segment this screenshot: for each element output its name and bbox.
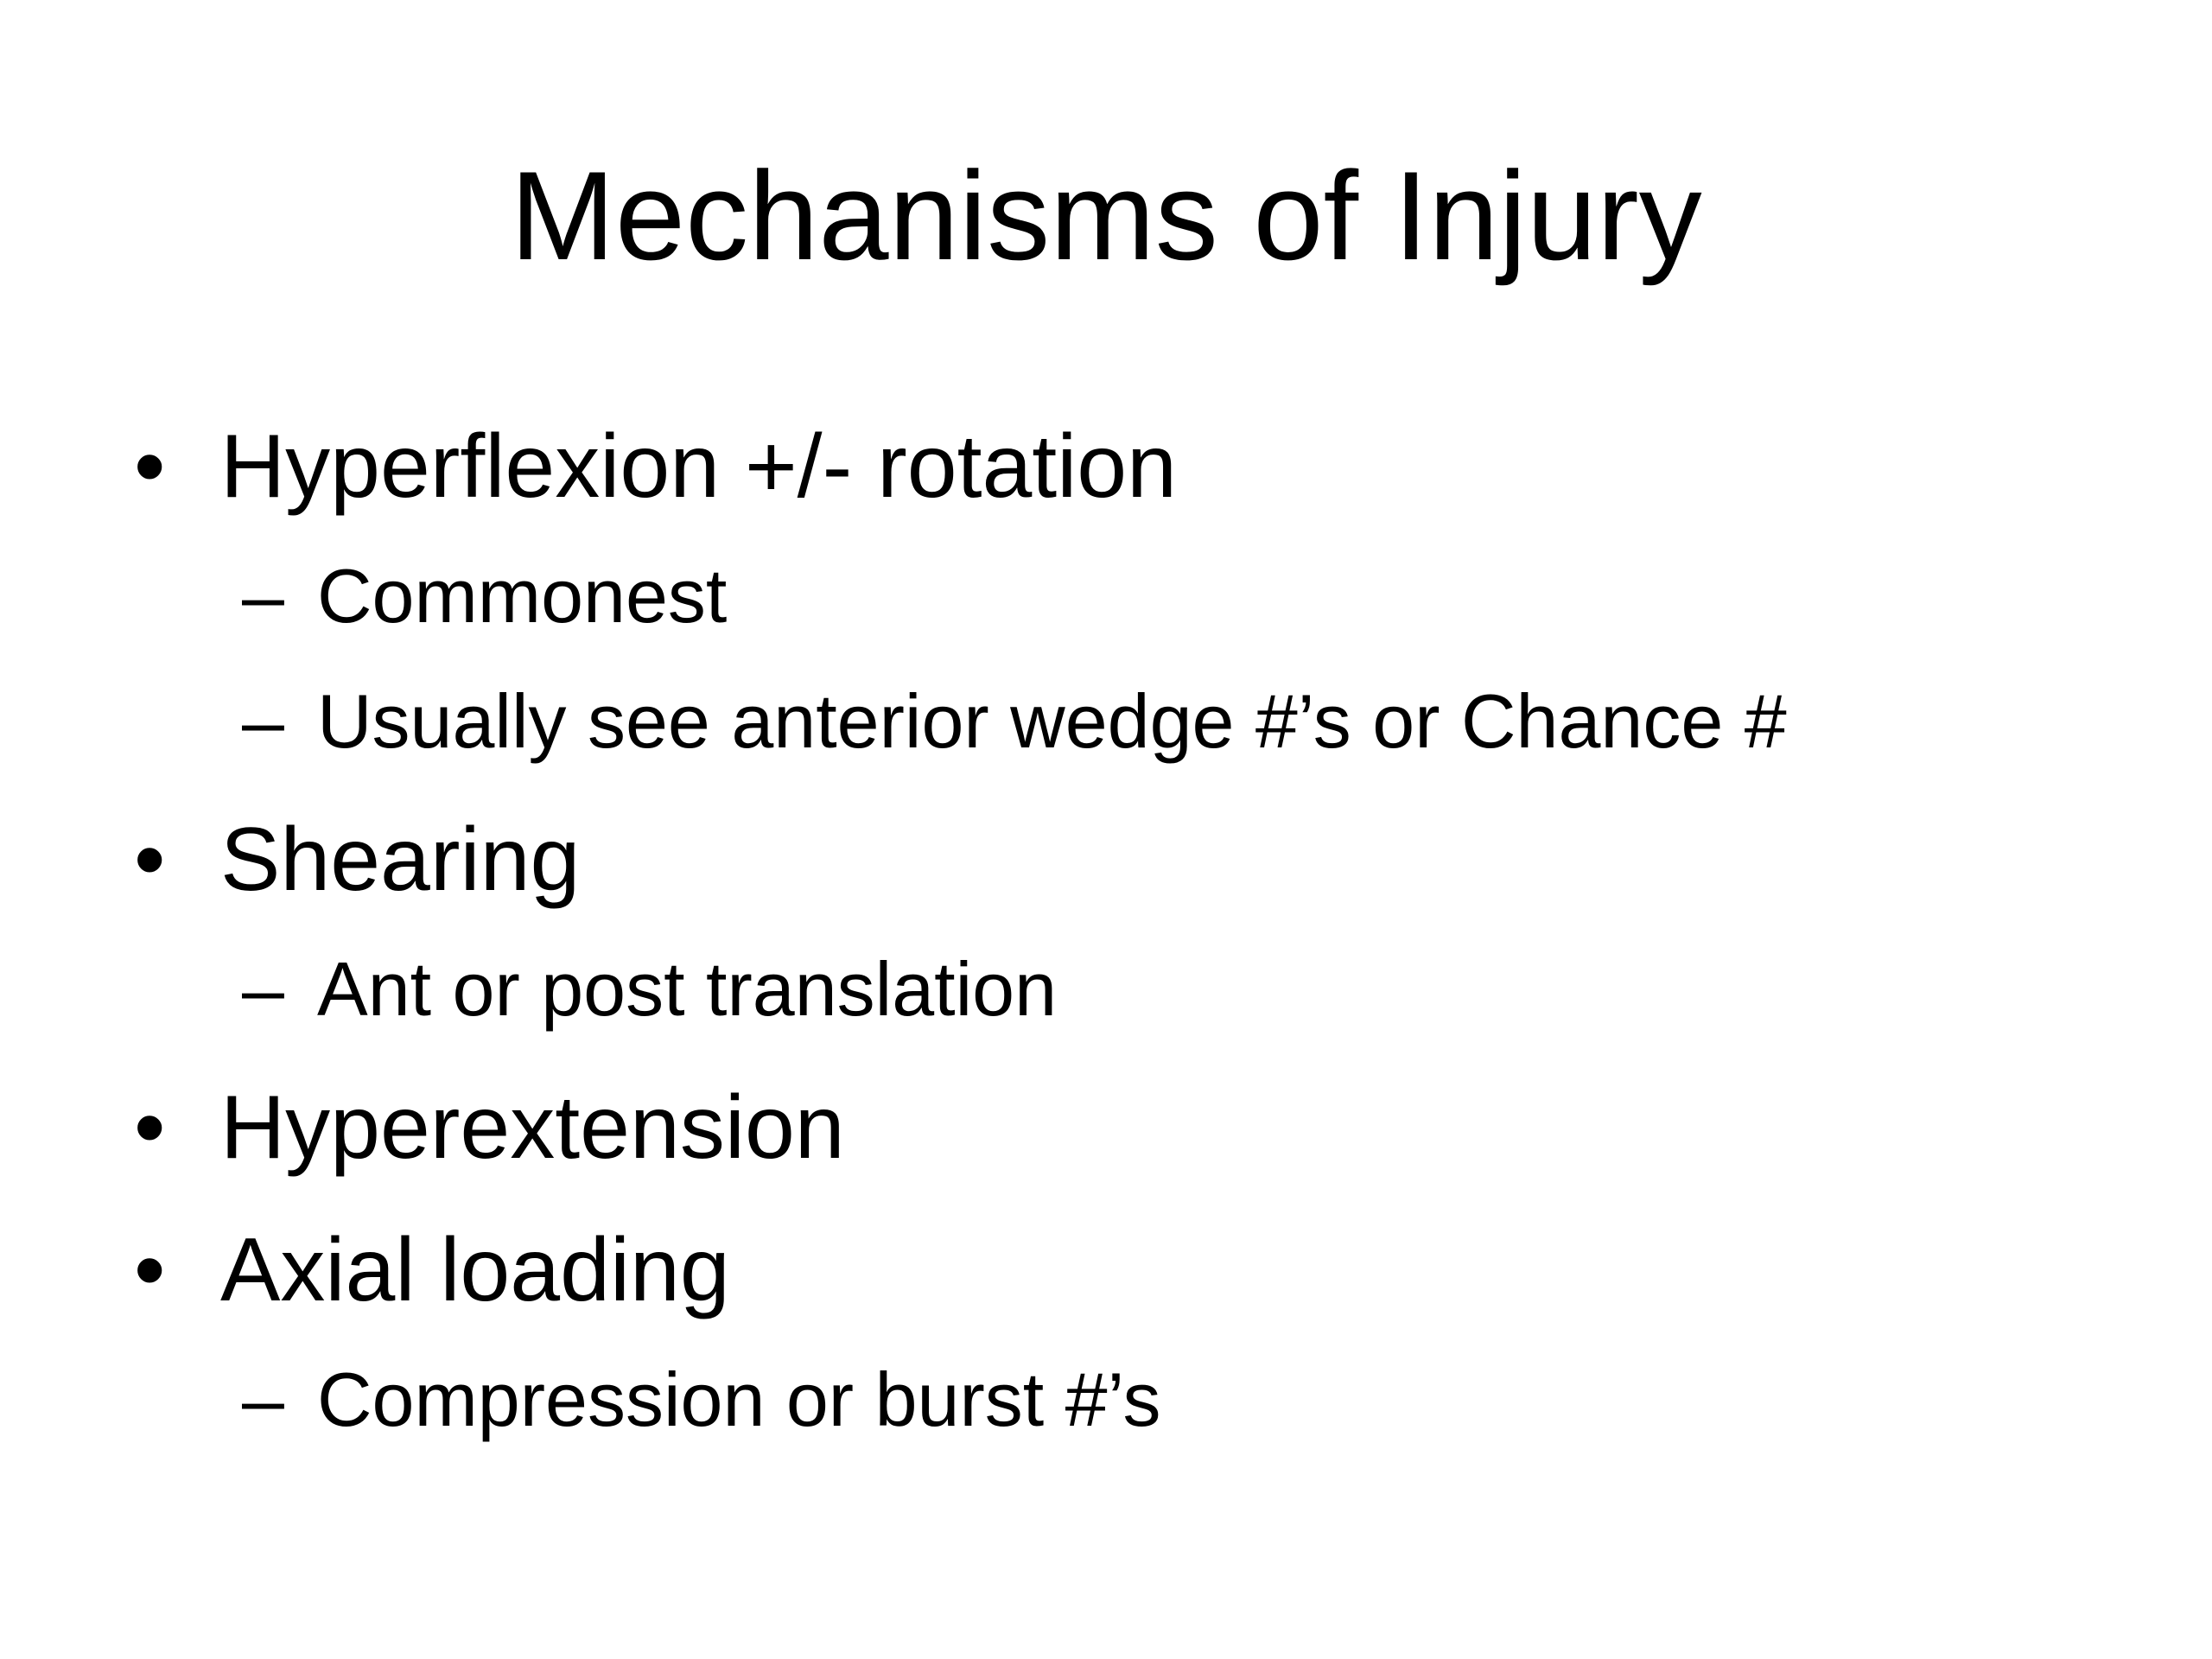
dash-icon: –	[242, 1357, 284, 1442]
sub-bullet-text: Ant or post translation	[317, 946, 1058, 1032]
sub-bullet-text: Compression or burst #’s	[317, 1357, 1161, 1442]
sub-bullet-item	[242, 1352, 1161, 1447]
dash-icon: –	[242, 946, 284, 1032]
bullet-text: Hyperextension	[220, 1077, 845, 1178]
dash-icon: –	[242, 553, 284, 639]
bullet-text: Hyperflexion +/- rotation	[220, 416, 1177, 517]
bullet-icon: •	[134, 1077, 166, 1178]
slide-title: Mechanisms of Injury	[510, 145, 1702, 286]
bullet-icon: •	[134, 1220, 166, 1320]
sub-bullet-item	[242, 674, 1787, 769]
bullet-icon: •	[134, 810, 166, 910]
bullet-item	[134, 1071, 845, 1184]
bullet-text: Shearing	[220, 810, 581, 910]
bullet-item	[134, 410, 1177, 523]
dash-icon: –	[242, 678, 284, 764]
bullet-icon: •	[134, 416, 166, 517]
sub-bullet-item	[242, 942, 1057, 1037]
sub-bullet-text: Usually see anterior wedge #’s or Chance #	[317, 678, 1787, 764]
bullet-text: Axial loading	[220, 1220, 730, 1320]
bullet-item	[134, 804, 580, 916]
bullet-item	[134, 1214, 730, 1326]
sub-bullet-text: Commonest	[317, 553, 728, 639]
sub-bullet-item	[242, 549, 727, 644]
